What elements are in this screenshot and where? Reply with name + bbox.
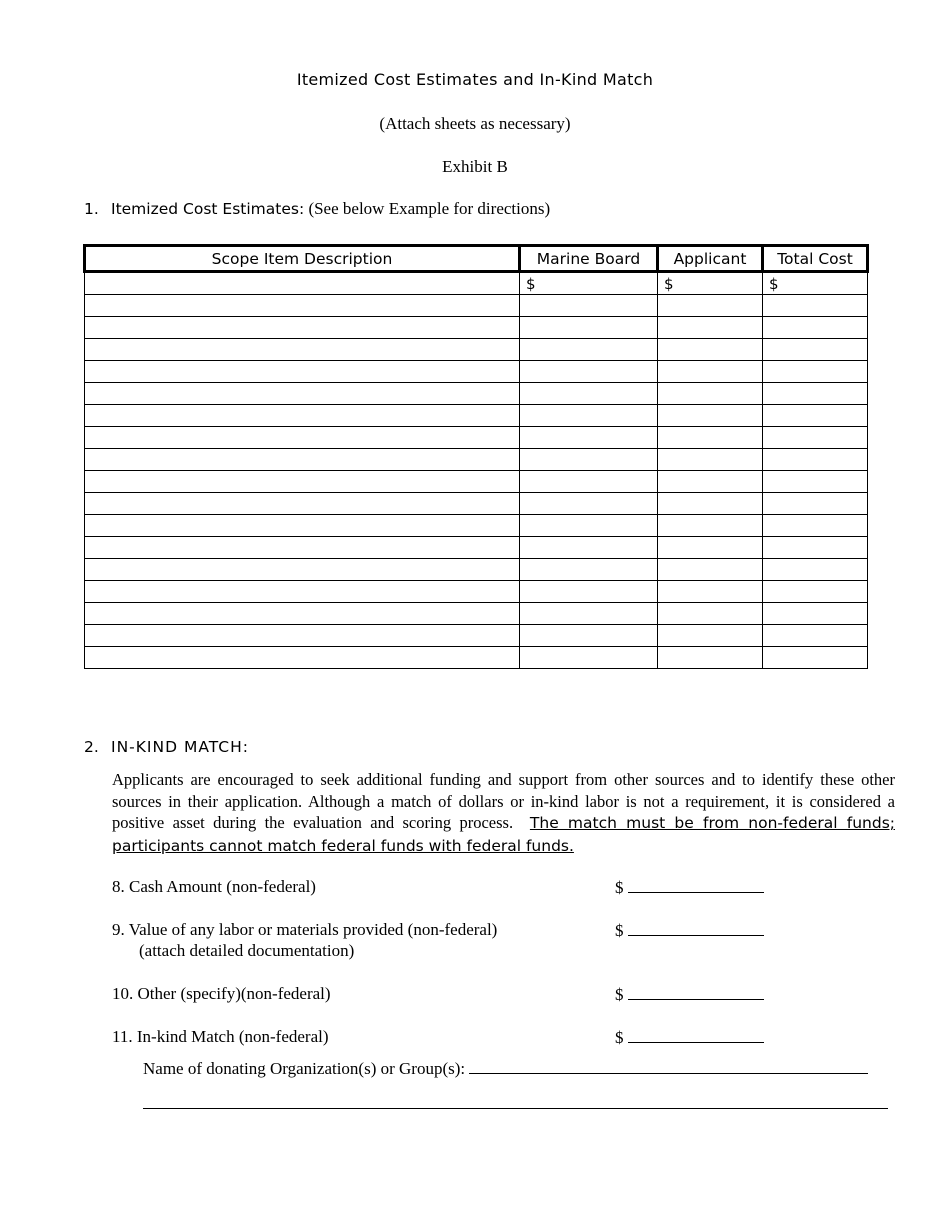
in-kind-paragraph [112,769,895,857]
table-cell[interactable] [85,581,520,603]
table-cell[interactable] [85,295,520,317]
paragraph-text: Applicants are encouraged to seek additional funding and support from other sources and to identify these other sources in their application. Although a match of dollars or in-kind labor is not a requirement, it is considered a positive asset during the evaluation and scoring process. [112,770,895,832]
table-cell[interactable] [658,449,763,471]
item-other: 10. Other (specify)(non-federal) [112,984,331,1003]
in-kind-match-field[interactable] [615,1026,764,1048]
column-header: Marine Board [520,246,658,272]
table-cell[interactable] [85,625,520,647]
table-cell[interactable] [85,559,520,581]
table-row [85,515,868,537]
table-cell[interactable] [658,625,763,647]
underlined-requirement: The match must be from non-federal funds; participants cannot match federal funds with federal funds. [112,814,895,855]
table-cell[interactable] [658,647,763,669]
column-header: Applicant [658,246,763,272]
table-cell[interactable] [520,405,658,427]
table-cell[interactable] [520,625,658,647]
table-cell[interactable] [520,295,658,317]
table-cell[interactable] [763,449,868,471]
table-cell[interactable] [658,493,763,515]
table-row [85,405,868,427]
table-cell[interactable] [85,537,520,559]
table-cell[interactable] [85,427,520,449]
table-cell[interactable] [85,272,520,295]
page-title: Itemized Cost Estimates and In-Kind Match [296,70,654,89]
page-subtitle: (Attach sheets as necessary) [379,114,571,133]
table-cell[interactable] [658,471,763,493]
table-cell[interactable] [763,295,868,317]
section-2-heading [84,738,249,756]
item-labor-value: 9. Value of any labor or materials provided (non-federal) [112,920,498,939]
table-cell[interactable] [658,405,763,427]
table-cell[interactable] [763,647,868,669]
table-cell[interactable] [763,625,868,647]
table-cell[interactable] [520,647,658,669]
table-row [85,383,868,405]
table-cell[interactable] [658,603,763,625]
table-cell[interactable] [763,339,868,361]
table-cell[interactable] [520,537,658,559]
table-cell[interactable] [520,317,658,339]
currency-symbol: $ [615,985,624,1004]
table-cell[interactable] [85,383,520,405]
table-cell[interactable] [85,471,520,493]
table-cell[interactable] [85,603,520,625]
table-row [85,449,868,471]
table-cell[interactable] [520,493,658,515]
section-label: IN-KIND MATCH: [111,738,249,756]
table-cell[interactable] [520,383,658,405]
table-cell[interactable] [763,361,868,383]
table-row [85,625,868,647]
table-cell[interactable] [520,361,658,383]
donor-blank-line-2[interactable] [143,1108,888,1109]
currency-symbol: $ [615,1028,624,1047]
labor-value-field[interactable] [615,919,764,941]
section-1-heading [84,199,550,219]
table-cell[interactable] [658,427,763,449]
table-cell[interactable] [658,339,763,361]
table-cell[interactable] [85,339,520,361]
table-row [85,427,868,449]
table-cell[interactable] [658,383,763,405]
exhibit-label: Exhibit B [442,157,508,176]
table-cell[interactable] [520,581,658,603]
cash-amount-field[interactable] [615,876,764,898]
table-cell[interactable] [520,603,658,625]
table-cell[interactable] [520,427,658,449]
table-row [85,272,868,295]
table-cell[interactable] [658,559,763,581]
table-cell[interactable] [658,317,763,339]
table-cell[interactable] [520,559,658,581]
table-row [85,471,868,493]
table-row [85,339,868,361]
blank-line[interactable] [628,919,764,936]
currency-symbol: $ [615,921,624,940]
table-row [85,581,868,603]
table-cell[interactable] [520,449,658,471]
blank-line[interactable] [628,983,764,1000]
column-header: Total Cost [763,246,868,272]
donor-label: Name of donating Organization(s) or Group(s): [143,1059,466,1078]
table-cell[interactable]: $ [763,272,868,295]
table-cell[interactable] [763,603,868,625]
table-row [85,295,868,317]
table-cell[interactable] [763,471,868,493]
table-row [85,493,868,515]
section-label: Itemized Cost Estimates: [111,200,305,218]
section-number: 2. [84,738,99,756]
table-cell[interactable] [763,581,868,603]
section-number: 1. [84,200,99,218]
table-header-row [85,246,868,272]
table-row [85,647,868,669]
cost-estimates-table [83,244,869,669]
column-header: Scope Item Description [85,246,520,272]
table-cell[interactable]: $ [658,272,763,295]
other-field[interactable] [615,983,764,1005]
donor-blank-line[interactable] [469,1058,868,1074]
table-cell[interactable] [658,515,763,537]
table-cell[interactable]: $ [520,272,658,295]
table-row [85,559,868,581]
table-cell[interactable] [85,515,520,537]
table-cell[interactable] [763,427,868,449]
table-cell[interactable] [763,537,868,559]
table-cell[interactable] [658,537,763,559]
blank-line[interactable] [628,1026,764,1043]
table-cell[interactable] [658,581,763,603]
table-cell[interactable] [85,361,520,383]
table-cell[interactable] [658,361,763,383]
table-cell[interactable] [85,405,520,427]
item-note: (attach detailed documentation) [139,941,355,960]
donor-organization-field [143,1058,868,1079]
table-cell[interactable] [520,515,658,537]
table-cell[interactable] [520,339,658,361]
table-cell[interactable] [85,317,520,339]
table-cell[interactable] [85,647,520,669]
table-cell[interactable] [763,405,868,427]
table-cell[interactable] [85,449,520,471]
table-cell[interactable] [763,317,868,339]
blank-line[interactable] [628,876,764,893]
table-row [85,361,868,383]
table-cell[interactable] [763,515,868,537]
table-cell[interactable] [763,383,868,405]
table-cell[interactable] [520,471,658,493]
section-note: (See below Example for directions) [308,199,551,218]
table-cell[interactable] [85,493,520,515]
item-cash-amount: 8. Cash Amount (non-federal) [112,877,316,896]
table-cell[interactable] [763,559,868,581]
table-row [85,603,868,625]
table-cell[interactable] [658,295,763,317]
currency-symbol: $ [615,878,624,897]
table-row [85,537,868,559]
item-in-kind-match: 11. In-kind Match (non-federal) [112,1027,329,1046]
table-row [85,317,868,339]
table-cell[interactable] [763,493,868,515]
